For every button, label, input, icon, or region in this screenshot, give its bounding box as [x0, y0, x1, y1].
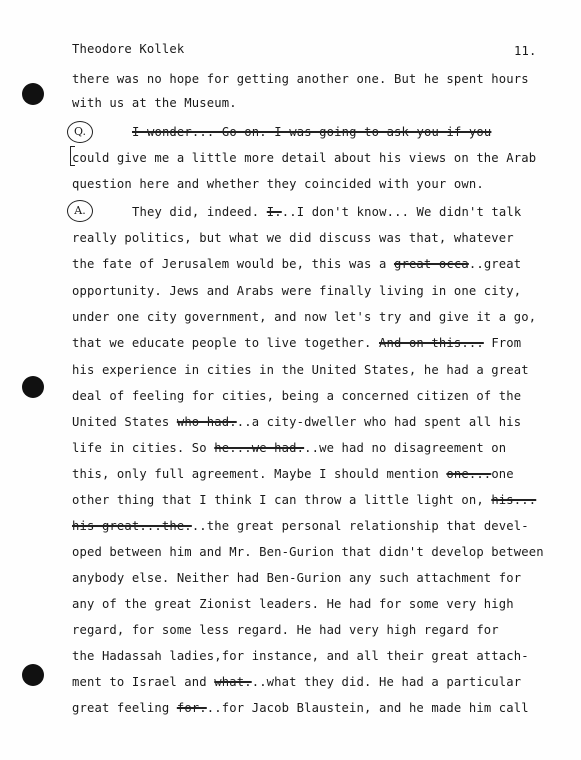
text-line [72, 310, 536, 324]
struck-text: what. [214, 675, 252, 689]
text-segment: other thing that I think I can throw a little light on, [72, 493, 492, 507]
text-segment: From [483, 336, 522, 350]
struck-text: his great...the. [72, 519, 192, 533]
text-segment: great feeling [72, 701, 177, 715]
text-line [72, 284, 521, 298]
text-line [72, 649, 529, 663]
text-segment: regard, for some less regard. He had very high regard for [72, 623, 499, 637]
punch-hole [22, 83, 44, 105]
struck-text: I wonder... Go on. I was going to ask you if you [132, 125, 492, 139]
text-line [72, 151, 536, 165]
text-segment: his experience in cities in the United States, he had a great [72, 363, 529, 377]
text-line [72, 363, 529, 377]
question-marker: Q. [67, 121, 93, 143]
struck-text: he...we had. [214, 441, 305, 455]
text-segment: United States [72, 415, 177, 429]
text-segment: one [491, 467, 514, 481]
text-line [72, 441, 506, 455]
text-segment: ..we had no disagreement on [304, 441, 507, 455]
text-segment: opportunity. Jews and Arabs were finally living in one city, [72, 284, 522, 298]
text-segment: under one city government, and now let's try and give it a go, [72, 310, 537, 324]
text-line [72, 519, 529, 533]
text-line [72, 493, 536, 507]
struck-text: great occa [393, 257, 469, 271]
text-segment: life in cities. So [72, 441, 215, 455]
text-line [72, 545, 544, 559]
text-segment: ..the great personal relationship that devel- [191, 519, 529, 533]
struck-text: for. [176, 701, 207, 715]
text-line [72, 701, 529, 715]
punch-hole [22, 664, 44, 686]
text-segment: anybody else. Neither had Ben-Gurion any such attachment for [72, 571, 522, 585]
text-segment: with us at the Museum. [72, 96, 237, 110]
text-segment: ..for Jacob Blaustein, and he made him call [206, 701, 529, 715]
struck-text: who had. [176, 415, 237, 429]
text-line [72, 72, 529, 86]
text-segment: any of the great Zionist leaders. He had for some very high [72, 597, 514, 611]
text-line [72, 597, 514, 611]
text-segment: ..what they did. He had a particular [251, 675, 522, 689]
header-smudge [70, 14, 140, 24]
text-segment: ..great [468, 257, 522, 271]
text-line [72, 389, 521, 403]
text-segment: that we educate people to live together. [72, 336, 379, 350]
text-segment: the fate of Jerusalem would be, this was a [72, 257, 394, 271]
text-line [72, 467, 514, 481]
text-segment: deal of feeling for cities, being a concerned citizen of the [72, 389, 522, 403]
text-line [72, 336, 521, 350]
text-segment: could give me a little more detail about his views on the Arab [72, 151, 537, 165]
text-line [72, 623, 499, 637]
text-segment: there was no hope for getting another one. But he spent hours [72, 72, 529, 86]
text-segment: They did, indeed. [132, 205, 267, 219]
text-segment: oped between him and Mr. Ben-Gurion that didn't develop between [72, 545, 544, 559]
text-segment: really politics, but what we did discuss was that, whatever [72, 231, 514, 245]
text-line [72, 257, 521, 271]
header-name: Theodore Kollek [72, 42, 185, 56]
text-segment: the Hadassah ladies,for instance, and all their great attach- [72, 649, 529, 663]
text-line [132, 205, 521, 219]
text-line [132, 125, 491, 139]
struck-text: And on this... [379, 336, 484, 350]
text-line [72, 96, 237, 110]
page-number: 11. [514, 44, 537, 58]
text-segment: ..I don't know... We didn't talk [281, 205, 522, 219]
text-segment: this, only full agreement. Maybe I should mention [72, 467, 447, 481]
text-segment: question here and whether they coincided with your own. [72, 177, 484, 191]
text-line [72, 177, 484, 191]
text-line [72, 415, 521, 429]
struck-text: one... [446, 467, 492, 481]
text-line [72, 231, 514, 245]
text-line [72, 675, 521, 689]
struck-text: I. [266, 205, 282, 219]
text-segment: ment to Israel and [72, 675, 215, 689]
struck-text: his... [491, 493, 537, 507]
text-line [72, 571, 521, 585]
answer-marker: A. [67, 200, 93, 222]
text-segment: ..a city-dweller who had spent all his [236, 415, 522, 429]
punch-hole [22, 376, 44, 398]
